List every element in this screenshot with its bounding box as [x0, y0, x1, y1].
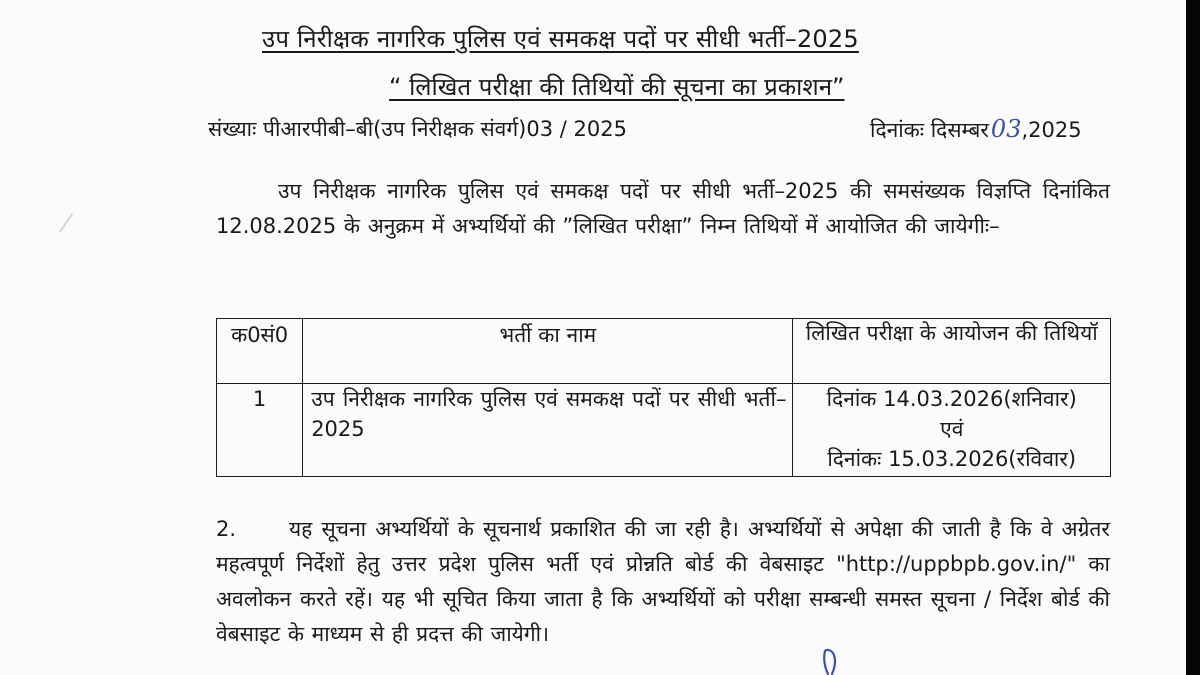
notice-title: उप निरीक्षक नागरिक पुलिस एवं समकक्ष पदों पर सीधी भर्ती–2025	[262, 25, 859, 53]
notice-paragraph-1: उप निरीक्षक नागरिक पुलिस एवं समकक्ष पदों पर सीधी भर्ती–2025 की समसंख्यक विज्ञप्ति दिनांकित 12.08.2025 के अनुक्रम में अभ्यर्थियों की ”लिखित परीक्षा” निम्न तिथियों में आयोजित की जायेगीः–	[216, 179, 1110, 238]
date-label: दिनांकः दिसम्बर	[870, 118, 989, 142]
screen-edge	[1186, 0, 1200, 675]
second-exam-date: दिनांकः 15.03.2026(रविवार)	[827, 447, 1077, 471]
notice-paragraph-2	[216, 512, 1110, 652]
exam-dates-header: लिखित परीक्षा के आयोजन की तिथियॉ	[793, 319, 1111, 384]
paragraph-number: 2.	[216, 517, 237, 541]
serial-header: क0सं0	[217, 319, 303, 384]
table-header-row	[217, 319, 1111, 384]
date-connector: एवं	[940, 417, 964, 441]
reference-number: संख्याः पीआरपीबी–बी(उप निरीक्षक संवर्ग)03 / 2025	[208, 117, 627, 141]
notice-date	[870, 115, 1082, 144]
recruitment-name-cell: उप निरीक्षक नागरिक पुलिस एवं समकक्ष पदों पर सीधी भर्ती–2025	[303, 384, 793, 477]
table-row	[217, 384, 1111, 477]
recruitment-name-header: भर्ती का नाम	[303, 319, 793, 384]
exam-dates-cell	[793, 384, 1111, 477]
paragraph-2-text: यह सूचना अभ्यर्थियों के सूचनार्थ प्रकाशित की जा रही है। अभ्यर्थियों से अपेक्षा की जाती है कि वे अग्रेतर महत्वपूर्ण निर्देशों हेतु उत्तर प्रदेश पुलिस भर्ती एवं प्रोन्नति बोर्ड की वेबसाइट "http://uppbpb.gov.in/" का अवलोकन करते रहें। यह भी सूचित किया जाता है कि अभ्यर्थियों को परीक्षा सम्बन्धी समस्त सूचना / निर्देश बोर्ड की वेबसाइट के माध्यम से ही प्रदत्त की जायेगी।	[216, 517, 1110, 646]
notice-subtitle: “ लिखित परीक्षा की तिथियों की सूचना का प्रकाशन”	[389, 73, 845, 101]
signature-mark	[820, 647, 842, 675]
handwritten-date: 03	[990, 115, 1022, 143]
first-exam-date: दिनांक 14.03.2026(शनिवार)	[826, 387, 1077, 411]
exam-schedule-table	[216, 318, 1111, 477]
paper-mark	[53, 209, 79, 236]
date-year: ,2025	[1021, 118, 1082, 142]
serial-cell: 1	[217, 384, 303, 477]
